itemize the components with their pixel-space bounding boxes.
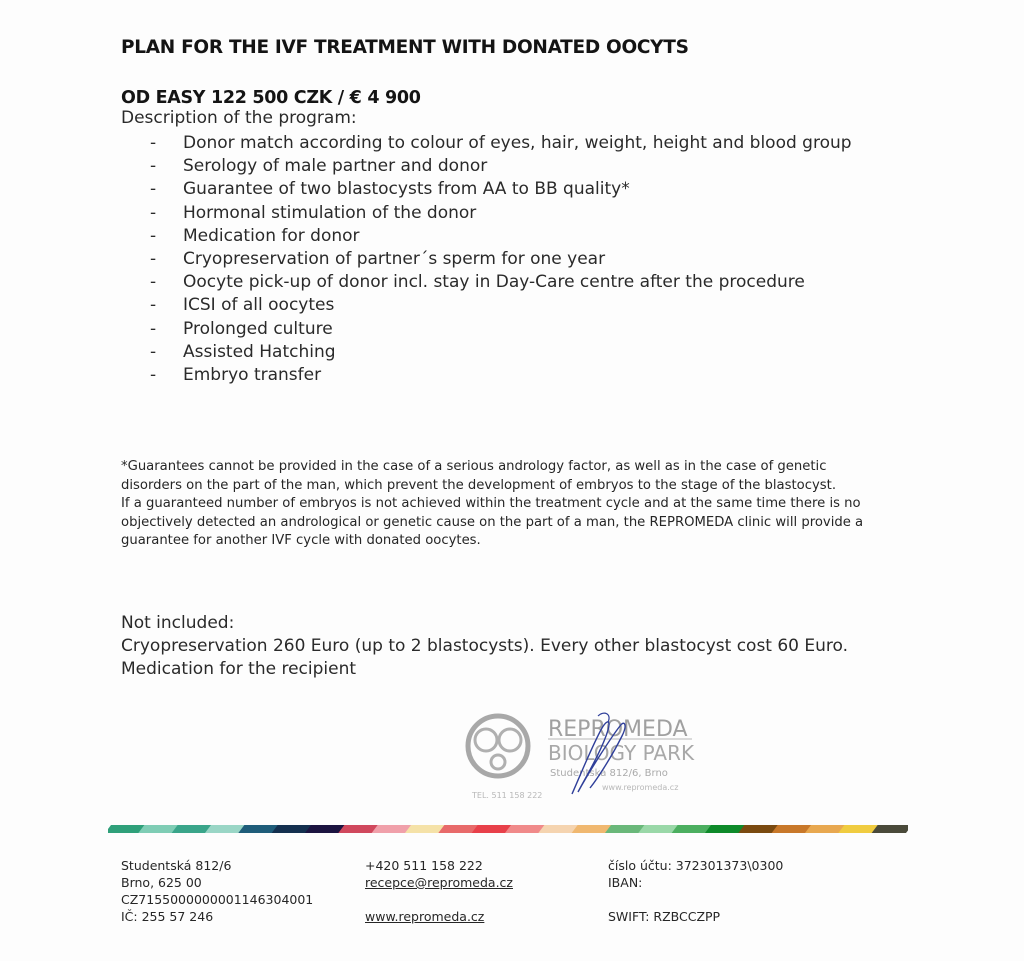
stamp-logo-icon (462, 706, 712, 802)
list-item (150, 225, 870, 248)
list-item (150, 341, 870, 364)
bullet-dash: - (150, 179, 157, 200)
bullet-dash: - (150, 202, 157, 223)
footer-account: číslo účtu: 372301373\0300 (608, 858, 784, 873)
footer-phone: +420 511 158 222 (365, 858, 483, 873)
footer-bank (608, 857, 783, 925)
list-item (150, 271, 870, 294)
list-item-text: Medication for donor (183, 225, 360, 246)
guarantee-footnote (121, 458, 891, 551)
decorative-color-bar (108, 824, 908, 834)
list-item-text: Assisted Hatching (183, 341, 336, 362)
footer-email-link[interactable]: recepce@repromeda.cz (365, 875, 513, 890)
list-item (150, 318, 870, 341)
list-item-text: ICSI of all oocytes (183, 295, 335, 316)
footer-company-id: IČ: 255 57 246 (121, 909, 214, 924)
footer-contact (365, 857, 513, 925)
bullet-dash: - (150, 318, 157, 339)
footer-swift: SWIFT: RZBCCZPP (608, 909, 721, 924)
not-included-label: Not included: (121, 613, 235, 633)
not-included-line: Cryopreservation 260 Euro (up to 2 blastocysts). Every other blastocyst cost 60 Euro. (121, 636, 849, 656)
stamp-phone: TEL. 511 158 222 (472, 791, 543, 800)
bullet-dash: - (150, 225, 157, 246)
not-included-section (121, 612, 911, 681)
list-item-text: Guarantee of two blastocysts from AA to BB quality* (183, 179, 630, 200)
footer-vat-id: CZ7155000000001146304001 (121, 892, 314, 907)
bullet-dash: - (150, 133, 157, 153)
list-item-text: Embryo transfer (183, 365, 322, 386)
list-item (150, 364, 870, 387)
clinic-stamp (462, 706, 712, 802)
list-item (150, 248, 870, 271)
footer-city: Brno, 625 00 (121, 875, 202, 890)
stamp-web: www.repromeda.cz (602, 783, 679, 792)
document-title: PLAN FOR THE IVF TREATMENT WITH DONATED OOCYTS (121, 37, 689, 58)
list-item-text: Cryopreservation of partner´s sperm for one year (183, 249, 606, 270)
list-item (150, 178, 870, 201)
footer-address (121, 857, 313, 925)
list-item-text: Prolonged culture (183, 318, 333, 339)
bullet-dash: - (150, 295, 157, 316)
footer-web-link[interactable]: www.repromeda.cz (365, 909, 485, 924)
list-item (150, 294, 870, 317)
bullet-dash: - (150, 365, 157, 386)
description-label: Description of the program: (121, 108, 357, 128)
list-item-text: Serology of male partner and donor (183, 156, 488, 177)
stamp-line2: BIOLOGY PARK (548, 741, 695, 765)
footer-iban: IBAN: (608, 875, 643, 890)
bullet-dash: - (150, 272, 157, 293)
not-included-line: Medication for the recipient (121, 659, 357, 679)
list-item-text: Donor match according to colour of eyes, hair, weight, height and blood group (183, 133, 852, 153)
color-bar-segment (872, 825, 908, 833)
footer-street: Studentská 812/6 (121, 858, 232, 873)
program-price-heading: OD EASY 122 500 CZK / € 4 900 (121, 88, 421, 108)
footnote-paragraph: If a guaranteed number of embryos is not achieved within the treatment cycle and at the same time there is no objectively detected an andrological or genetic cause on the part of a man, the REPROMEDA clinic will provide a guarantee for another IVF cycle with donated oocytes. (121, 496, 864, 549)
list-item (150, 155, 870, 178)
program-items-list (150, 132, 870, 387)
footnote-paragraph: *Guarantees cannot be provided in the case of a serious andrology factor, as well as in the case of genetic disorders on the part of the man, which prevent the development of embryos to the stage of the blastocyst. (121, 459, 837, 493)
list-item-text: Oocyte pick-up of donor incl. stay in Day-Care centre after the procedure (183, 272, 805, 293)
stamp-line3: Studentská 812/6, Brno (550, 768, 668, 779)
stamp-line1: REPROMEDA (548, 717, 688, 742)
list-item-text: Hormonal stimulation of the donor (183, 202, 477, 223)
list-item (150, 132, 870, 155)
bullet-dash: - (150, 341, 157, 362)
bullet-dash: - (150, 156, 157, 177)
list-item (150, 202, 870, 225)
bullet-dash: - (150, 249, 157, 270)
